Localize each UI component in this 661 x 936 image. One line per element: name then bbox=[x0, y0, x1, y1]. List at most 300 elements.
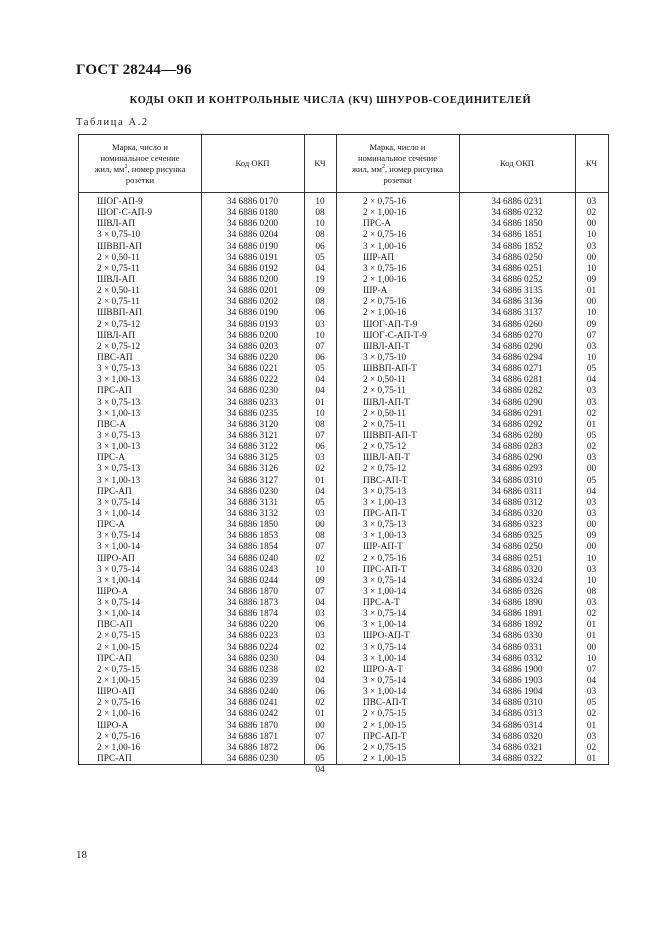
code-cell: 34 6886 0323 bbox=[491, 520, 543, 531]
kch-cell: 08 bbox=[315, 297, 325, 308]
kch-cell: 05 bbox=[586, 430, 597, 441]
mark-cell: 3 × 0,75-13 bbox=[97, 430, 141, 441]
mark-cell: ПРС-АП bbox=[97, 386, 132, 397]
mark-cell: ПРС-АП-Т bbox=[363, 508, 407, 519]
kch-cell: 03 bbox=[586, 197, 597, 207]
code-cell: 34 6886 3122 bbox=[226, 442, 279, 453]
codes-table bbox=[78, 134, 609, 776]
code-cell: 34 6886 1904 bbox=[491, 687, 543, 698]
code-cell: 34 6886 0293 bbox=[491, 464, 543, 475]
header-mark-right bbox=[336, 135, 459, 192]
code-cell: 34 6886 0325 bbox=[491, 531, 543, 542]
kch-cell: 04 bbox=[315, 598, 325, 609]
kch-cell: 04 bbox=[586, 676, 597, 687]
mark-cell: 3 × 1,00-14 bbox=[363, 687, 407, 698]
kch-cell: 08 bbox=[315, 531, 325, 542]
kch-cell: 02 bbox=[315, 642, 325, 653]
kch-cell: 08 bbox=[315, 208, 325, 219]
mark-cell: 3 × 0,75-14 bbox=[97, 531, 141, 542]
kch-cell: 05 bbox=[586, 364, 597, 375]
mark-cell: 2 × 0,75-16 bbox=[363, 197, 407, 207]
code-cell: 34 6886 3131 bbox=[226, 497, 279, 508]
kch-cell: 04 bbox=[586, 375, 597, 386]
mark-cell: 3 × 0,75-14 bbox=[363, 609, 407, 620]
code-cell: 34 6886 0270 bbox=[491, 330, 543, 341]
mark-cell: 2 × 0,75-12 bbox=[363, 442, 407, 453]
kch-cell: 00 bbox=[586, 464, 597, 475]
mark-cell: ШРО-А-Т bbox=[363, 664, 403, 675]
kch-cell: 05 bbox=[315, 252, 325, 263]
kch-cell: 08 bbox=[586, 586, 597, 597]
kch-cell: 04 bbox=[315, 386, 325, 397]
kch-cell: 06 bbox=[315, 620, 325, 631]
code-cell: 34 6886 0251 bbox=[491, 553, 543, 564]
mark-cell: 3 × 1,00-13 bbox=[97, 375, 141, 386]
mark-cell: 3 × 1,00-13 bbox=[363, 531, 407, 542]
code-cell: 34 6886 0170 bbox=[226, 197, 279, 207]
code-cell: 34 6886 0250 bbox=[491, 252, 543, 263]
mark-cell: 3 × 0,75-13 bbox=[363, 486, 407, 497]
kch-cell: 01 bbox=[315, 397, 325, 408]
mark-cell: 3 × 0,75-13 bbox=[97, 397, 141, 408]
kch-cell: 01 bbox=[586, 620, 597, 631]
code-cell: 34 6886 1854 bbox=[226, 542, 279, 553]
table-caption: Таблица А.2 bbox=[76, 117, 149, 128]
header-code-right bbox=[459, 135, 575, 192]
code-cell: 34 6886 0230 bbox=[226, 653, 279, 664]
code-cell: 34 6886 0242 bbox=[226, 709, 279, 720]
code-cell: 34 6886 0291 bbox=[491, 408, 543, 419]
kch-cell: 09 bbox=[315, 286, 325, 297]
code-cell: 34 6886 0290 bbox=[491, 397, 543, 408]
kch-cell: 01 bbox=[586, 631, 597, 642]
code-cell: 34 6886 0201 bbox=[226, 286, 279, 297]
mark-cell: 3 × 1,00-13 bbox=[363, 497, 407, 508]
kch-cell: 10 bbox=[586, 263, 597, 274]
mark-cell: ПРС-АП-Т bbox=[363, 731, 407, 742]
kch-cell: 04 bbox=[315, 375, 325, 386]
kch-cell: 03 bbox=[586, 508, 597, 519]
header-mark-line: Марка, число и bbox=[112, 141, 168, 152]
code-cell: 34 6886 0282 bbox=[491, 386, 543, 397]
kch-cell: 03 bbox=[315, 609, 325, 620]
code-cell: 34 6886 1851 bbox=[491, 230, 543, 241]
kch-cell: 10 bbox=[586, 553, 597, 564]
kch-cell: 00 bbox=[586, 297, 597, 308]
kch-cell: 04 bbox=[315, 486, 325, 497]
kch-cell: 06 bbox=[315, 352, 325, 363]
mark-cell: 3 × 0,75-13 bbox=[97, 464, 141, 475]
header-code-label: Код ОКП bbox=[235, 158, 270, 168]
code-cell: 34 6886 0312 bbox=[491, 497, 543, 508]
mark-cell: 2 × 1,00-16 bbox=[363, 308, 407, 319]
code-cell: 34 6886 0243 bbox=[226, 564, 279, 575]
code-cell: 34 6886 3127 bbox=[226, 475, 279, 486]
kch-cell: 07 bbox=[315, 586, 325, 597]
gost-header: ГОСТ 28244—96 bbox=[76, 62, 192, 78]
mark-cell: 2 × 0,50-11 bbox=[363, 375, 406, 386]
code-cell: 34 6886 0320 bbox=[491, 564, 543, 575]
code-cell: 34 6886 1892 bbox=[491, 620, 543, 631]
code-cell: 34 6886 0202 bbox=[226, 297, 279, 308]
document-title: КОДЫ ОКП И КОНТРОЛЬНЫЕ ЧИСЛА (КЧ) ШНУРОВ-СОЕДИНИТЕЛЕЙ bbox=[129, 95, 532, 106]
right-marks-column bbox=[363, 197, 459, 765]
header-mark-line: жил, мм bbox=[94, 163, 125, 174]
kch-cell: 10 bbox=[586, 653, 597, 664]
mark-cell: ШВЛ-АП-Т bbox=[363, 453, 410, 464]
left-marks-column bbox=[97, 197, 201, 765]
kch-cell: 08 bbox=[315, 230, 325, 241]
mark-cell: ПВС-АП bbox=[97, 352, 133, 363]
kch-cell: 10 bbox=[586, 308, 597, 319]
mark-cell: ШВВП-АП bbox=[97, 308, 143, 319]
mark-cell: 3 × 1,00-14 bbox=[97, 575, 141, 586]
kch-cell: 10 bbox=[586, 575, 597, 586]
header-mark-line: , номер рисунка bbox=[127, 163, 186, 174]
mark-cell: ШВВП-АП-Т bbox=[363, 430, 417, 441]
mark-cell: ПВС-АП-Т bbox=[363, 475, 408, 486]
code-cell: 34 6886 0232 bbox=[491, 208, 543, 219]
kch-cell: 03 bbox=[586, 497, 597, 508]
mark-cell: ШВЛ-АП-Т bbox=[363, 397, 410, 408]
mark-cell: ШР-АП bbox=[363, 252, 395, 263]
mark-cell: ПВС-АП bbox=[97, 620, 133, 631]
mark-cell: 3 × 0,75-14 bbox=[97, 564, 141, 575]
code-cell: 34 6886 0252 bbox=[491, 274, 543, 285]
code-cell: 34 6886 0250 bbox=[491, 542, 543, 553]
header-mark-line: номинальное сечение bbox=[100, 152, 180, 163]
code-cell: 34 6886 0314 bbox=[491, 720, 543, 731]
mark-cell: 2 × 0,75-11 bbox=[363, 419, 406, 430]
mark-cell: 2 × 0,75-11 bbox=[363, 386, 406, 397]
kch-cell: 06 bbox=[315, 442, 325, 453]
mark-cell: ПВС-АП-Т bbox=[363, 698, 408, 709]
mark-cell: 2 × 0,75-12 bbox=[363, 464, 407, 475]
kch-cell: 09 bbox=[315, 575, 325, 586]
mark-cell: ПРС-А bbox=[97, 520, 126, 531]
right-kch-column bbox=[575, 197, 608, 765]
mark-cell: 3 × 0,75-14 bbox=[363, 676, 407, 687]
kch-cell: 05 bbox=[315, 754, 325, 765]
code-cell: 34 6886 0230 bbox=[226, 754, 279, 765]
mark-cell: 3 × 0,75-13 bbox=[363, 520, 407, 531]
kch-cell: 03 bbox=[586, 397, 597, 408]
mark-cell: ПРС-АП bbox=[97, 754, 132, 765]
code-cell: 34 6886 3136 bbox=[491, 297, 543, 308]
code-cell: 34 6886 0190 bbox=[226, 308, 279, 319]
mark-cell: 2 × 0,75-11 bbox=[97, 263, 140, 274]
header-mark-left bbox=[79, 135, 201, 192]
mark-cell: 3 × 1,00-14 bbox=[363, 653, 407, 664]
kch-cell: 03 bbox=[586, 598, 597, 609]
kch-cell: 04 bbox=[315, 263, 325, 274]
mark-cell: 2 × 1,00-15 bbox=[97, 676, 141, 687]
code-cell: 34 6886 3137 bbox=[491, 308, 543, 319]
code-cell: 34 6886 1891 bbox=[491, 609, 543, 620]
header-code-left bbox=[201, 135, 304, 192]
mark-cell: ШОГ-АП-9 bbox=[97, 197, 143, 207]
code-cell: 34 6886 0235 bbox=[226, 408, 279, 419]
mark-cell: 2 × 1,00-16 bbox=[97, 709, 141, 720]
code-cell: 34 6886 0332 bbox=[491, 653, 543, 664]
kch-cell: 09 bbox=[586, 274, 597, 285]
kch-cell: 01 bbox=[586, 286, 597, 297]
kch-cell: 10 bbox=[586, 230, 597, 241]
mark-cell: 3 × 1,00-13 bbox=[97, 442, 141, 453]
kch-cell: 02 bbox=[586, 742, 597, 753]
mark-cell: ПРС-А-Т bbox=[363, 598, 400, 609]
kch-cell: 10 bbox=[315, 219, 325, 230]
kch-cell: 07 bbox=[315, 731, 325, 742]
mark-cell: 3 × 0,75-16 bbox=[363, 263, 407, 274]
kch-cell: 01 bbox=[315, 475, 325, 486]
mark-cell: 3 × 1,00-13 bbox=[97, 408, 141, 419]
header-kch-label: КЧ bbox=[314, 158, 326, 168]
code-cell: 34 6886 0190 bbox=[226, 241, 279, 252]
code-cell: 34 6886 0320 bbox=[491, 508, 543, 519]
code-cell: 34 6886 0310 bbox=[491, 698, 543, 709]
kch-cell: 06 bbox=[315, 241, 325, 252]
code-cell: 34 6886 0240 bbox=[226, 553, 279, 564]
kch-cell: 01 bbox=[586, 419, 597, 430]
kch-cell: 01 bbox=[586, 754, 597, 765]
code-cell: 34 6886 0321 bbox=[491, 742, 543, 753]
code-cell: 34 6886 0271 bbox=[491, 364, 543, 375]
mark-cell: 2 × 0,75-16 bbox=[363, 297, 407, 308]
kch-cell: 02 bbox=[315, 464, 325, 475]
code-cell: 34 6886 0322 bbox=[491, 754, 543, 765]
code-cell: 34 6886 3132 bbox=[226, 508, 279, 519]
code-cell: 34 6886 0244 bbox=[226, 575, 279, 586]
mark-cell: ШРО-АП bbox=[97, 553, 135, 564]
mark-cell: 3 × 0,75-10 bbox=[97, 230, 141, 241]
kch-cell: 03 bbox=[586, 564, 597, 575]
kch-cell: 05 bbox=[315, 497, 325, 508]
code-cell: 34 6886 0280 bbox=[491, 430, 543, 441]
mark-cell: ШРО-А bbox=[97, 586, 129, 597]
code-cell: 34 6886 0251 bbox=[491, 263, 543, 274]
mark-cell: ПРС-АП-Т bbox=[363, 564, 407, 575]
mark-cell: ШВВП-АП bbox=[97, 241, 143, 252]
kch-cell: 02 bbox=[586, 208, 597, 219]
mark-cell: ШВЛ-АП bbox=[97, 274, 136, 285]
left-codes-column bbox=[201, 197, 304, 765]
mark-cell: ШВЛ-АП bbox=[97, 219, 136, 230]
code-cell: 34 6886 0224 bbox=[226, 642, 279, 653]
kch-cell: 05 bbox=[586, 475, 597, 486]
mark-cell: ПРС-АП bbox=[97, 653, 132, 664]
mark-cell: ШОГ-С-АП-9 bbox=[97, 208, 153, 219]
code-cell: 34 6886 1871 bbox=[226, 731, 279, 742]
mark-cell: ШВЛ-АП-Т bbox=[363, 341, 410, 352]
code-cell: 34 6886 0220 bbox=[226, 620, 279, 631]
kch-cell: 07 bbox=[586, 330, 597, 341]
kch-cell: 02 bbox=[586, 609, 597, 620]
code-cell: 34 6886 0223 bbox=[226, 631, 279, 642]
code-cell: 34 6886 1890 bbox=[491, 598, 543, 609]
kch-cell: 00 bbox=[586, 542, 597, 553]
header-mark-line: номинальное сечение bbox=[357, 152, 438, 163]
kch-cell: 06 bbox=[315, 687, 325, 698]
code-cell: 34 6886 0290 bbox=[491, 341, 543, 352]
kch-cell: 08 bbox=[315, 419, 325, 430]
code-cell: 34 6886 0330 bbox=[491, 631, 543, 642]
kch-cell: 00 bbox=[315, 520, 325, 531]
mark-cell: ШВЛ-АП bbox=[97, 330, 136, 341]
code-cell: 34 6886 0180 bbox=[226, 208, 279, 219]
header-kch-label: КЧ bbox=[585, 158, 598, 168]
kch-cell: 02 bbox=[586, 709, 597, 720]
code-cell: 34 6886 1873 bbox=[226, 598, 279, 609]
kch-cell: 04 bbox=[315, 765, 325, 776]
kch-cell: 02 bbox=[315, 664, 325, 675]
kch-cell: 03 bbox=[586, 687, 597, 698]
kch-cell: 07 bbox=[315, 341, 325, 352]
header-kch-right bbox=[575, 135, 608, 192]
mark-cell: 3 × 1,00-14 bbox=[363, 620, 407, 631]
mark-cell: ПРС-АП bbox=[97, 486, 132, 497]
mark-cell: 2 × 0,75-16 bbox=[363, 553, 407, 564]
code-cell: 34 6886 1874 bbox=[226, 609, 279, 620]
code-cell: 34 6886 0240 bbox=[226, 687, 279, 698]
mark-cell: 3 × 0,75-13 bbox=[97, 364, 141, 375]
code-cell: 34 6886 1853 bbox=[226, 531, 279, 542]
mark-cell: 2 × 0,50-11 bbox=[97, 252, 140, 263]
header-kch-left bbox=[304, 135, 336, 192]
right-codes-column bbox=[459, 197, 575, 765]
code-cell: 34 6886 0221 bbox=[226, 364, 279, 375]
mark-cell: 2 × 1,00-15 bbox=[97, 642, 141, 653]
mark-cell: 3 × 1,00-16 bbox=[363, 241, 407, 252]
mark-cell: ШОГ-С-АП-Т-9 bbox=[363, 330, 427, 341]
kch-cell: 02 bbox=[586, 442, 597, 453]
kch-cell: 05 bbox=[586, 698, 597, 709]
code-cell: 34 6886 0200 bbox=[226, 330, 279, 341]
code-cell: 34 6886 0241 bbox=[226, 698, 279, 709]
mark-cell: ПРС-А bbox=[97, 453, 126, 464]
mark-cell: ШВВП-АП-Т bbox=[363, 364, 417, 375]
mark-cell: 2 × 0,75-15 bbox=[363, 742, 407, 753]
kch-cell: 19 bbox=[315, 274, 325, 285]
code-cell: 34 6886 0292 bbox=[491, 419, 543, 430]
code-cell: 34 6886 0320 bbox=[491, 731, 543, 742]
mark-cell: 2 × 1,00-15 bbox=[363, 720, 407, 731]
code-cell: 34 6886 1850 bbox=[226, 520, 279, 531]
mark-cell: 2 × 1,00-16 bbox=[363, 208, 407, 219]
mark-cell: 2 × 0,75-15 bbox=[97, 664, 141, 675]
mark-cell: 2 × 0,75-15 bbox=[97, 631, 141, 642]
code-cell: 34 6886 0193 bbox=[226, 319, 279, 330]
mark-cell: ШОГ-АП-Т-9 bbox=[363, 319, 418, 330]
kch-cell: 00 bbox=[586, 252, 597, 263]
header-mark-line: розетки bbox=[125, 174, 155, 185]
header-mark-line: розетки bbox=[383, 174, 412, 185]
kch-cell: 10 bbox=[586, 352, 597, 363]
header-mark-sup: 2 bbox=[124, 163, 128, 170]
mark-cell: 3 × 1,00-14 bbox=[97, 542, 141, 553]
kch-cell: 02 bbox=[315, 698, 325, 709]
kch-cell: 03 bbox=[315, 631, 325, 642]
kch-cell: 06 bbox=[315, 308, 325, 319]
kch-cell: 07 bbox=[315, 430, 325, 441]
header-divider bbox=[79, 192, 608, 193]
kch-cell: 00 bbox=[586, 520, 597, 531]
code-cell: 34 6886 0283 bbox=[491, 442, 543, 453]
mark-cell: 3 × 1,00-14 bbox=[97, 508, 141, 519]
code-cell: 34 6886 1852 bbox=[491, 241, 543, 252]
kch-cell: 00 bbox=[315, 720, 325, 731]
code-cell: 34 6886 0230 bbox=[226, 386, 279, 397]
kch-cell: 10 bbox=[315, 197, 325, 207]
code-cell: 34 6886 0260 bbox=[491, 319, 543, 330]
code-cell: 34 6886 0203 bbox=[226, 341, 279, 352]
header-mark-sup: 2 bbox=[381, 163, 385, 170]
mark-cell: ШР-А bbox=[363, 286, 388, 297]
mark-cell: ШР-АП-Т bbox=[363, 542, 403, 553]
header-mark-line: жил, мм bbox=[351, 163, 382, 174]
mark-cell: 2 × 0,75-12 bbox=[97, 319, 141, 330]
mark-cell: 3 × 0,75-14 bbox=[97, 497, 141, 508]
kch-cell: 03 bbox=[586, 453, 597, 464]
kch-cell: 00 bbox=[586, 219, 597, 230]
code-cell: 34 6886 1903 bbox=[491, 676, 543, 687]
code-cell: 34 6886 0204 bbox=[226, 230, 279, 241]
code-cell: 34 6886 0311 bbox=[491, 486, 543, 497]
kch-cell: 03 bbox=[586, 386, 597, 397]
mark-cell: 2 × 1,00-16 bbox=[363, 274, 407, 285]
mark-cell: ШРО-АП bbox=[97, 687, 135, 698]
code-cell: 34 6886 0239 bbox=[226, 676, 279, 687]
kch-cell: 00 bbox=[586, 642, 597, 653]
code-cell: 34 6886 0310 bbox=[491, 475, 543, 486]
kch-cell: 04 bbox=[315, 653, 325, 664]
code-cell: 34 6886 0231 bbox=[491, 197, 543, 207]
kch-cell: 02 bbox=[586, 408, 597, 419]
code-cell: 34 6886 3120 bbox=[226, 419, 279, 430]
code-cell: 34 6886 0230 bbox=[226, 486, 279, 497]
code-cell: 34 6886 0238 bbox=[226, 664, 279, 675]
code-cell: 34 6886 1870 bbox=[226, 720, 279, 731]
kch-cell: 07 bbox=[586, 664, 597, 675]
code-cell: 34 6886 3125 bbox=[226, 453, 279, 464]
kch-cell: 03 bbox=[315, 508, 325, 519]
mark-cell: ШРО-А bbox=[97, 720, 129, 731]
code-cell: 34 6886 0200 bbox=[226, 274, 279, 285]
code-cell: 34 6886 1870 bbox=[226, 586, 279, 597]
code-cell: 34 6886 0294 bbox=[491, 352, 543, 363]
mark-cell: 3 × 1,00-13 bbox=[97, 475, 141, 486]
kch-cell: 03 bbox=[586, 241, 597, 252]
code-cell: 34 6886 0220 bbox=[226, 352, 279, 363]
mark-cell: 2 × 1,00-15 bbox=[363, 754, 407, 765]
kch-cell: 09 bbox=[586, 531, 597, 542]
header-code-label: Код ОКП bbox=[499, 158, 535, 168]
kch-cell: 01 bbox=[315, 709, 325, 720]
code-cell: 34 6886 3126 bbox=[226, 464, 279, 475]
mark-cell: 3 × 0,75-14 bbox=[363, 575, 407, 586]
code-cell: 34 6886 0191 bbox=[226, 252, 279, 263]
mark-cell: 3 × 1,00-14 bbox=[97, 609, 141, 620]
code-cell: 34 6886 0313 bbox=[491, 709, 543, 720]
code-cell: 34 6886 0324 bbox=[491, 575, 543, 586]
kch-cell: 03 bbox=[315, 319, 325, 330]
mark-cell: 2 × 0,75-15 bbox=[363, 709, 407, 720]
code-cell: 34 6886 0200 bbox=[226, 219, 279, 230]
kch-cell: 10 bbox=[315, 408, 325, 419]
code-cell: 34 6886 3121 bbox=[226, 430, 279, 441]
kch-cell: 01 bbox=[586, 720, 597, 731]
mark-cell: 2 × 0,50-11 bbox=[97, 286, 140, 297]
